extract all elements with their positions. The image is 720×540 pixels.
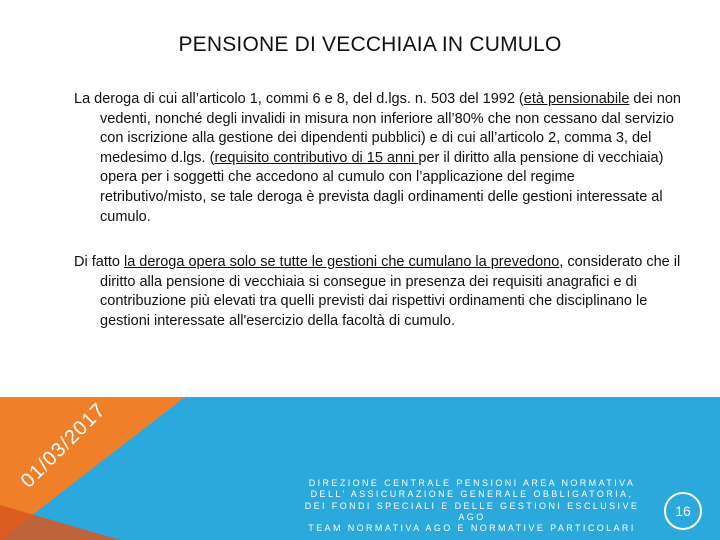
- department-text: [300, 478, 644, 534]
- footer-date: 01/03/2017: [16, 398, 111, 493]
- department-line: TEAM NORMATIVA AGO E NORMATIVE PARTICOLARI: [308, 523, 636, 534]
- department-line: DEI FONDI SPECIALI E DELLE GESTIONI ESCLUSIVE: [304, 500, 640, 511]
- department-line: DELL’ ASSICURAZIONE GENERALE OBBLIGATORIA,: [310, 489, 634, 500]
- underlined-eta-pensionabile: età pensionabile: [523, 91, 630, 107]
- paragraph-deroga: La deroga di cui all’articolo 1, commi 6 e 8, del d.lgs. n. 503 del 1992 (età pensionabile dei non vedenti, nonché degli invalidi in misura non inferiore all’80% che non cessano dal servizio con iscrizione alla gestione dei dipendenti pubblici) e di cui all’articolo 2, comma 3, del medesimo d.lgs. (requisito contributivo di 15 anni per il diritto alla pensione di vecchiaia) opera per i soggetti che accedono al cumulo con l’applicazione del regime retributivo/misto, se tale deroga è prevista dagli ordinamenti delle gestioni interessate al cumulo.: [74, 91, 681, 225]
- paragraph-di-fatto: Di fatto la deroga opera solo se tutte le gestioni che cumulano la prevedono, considerato che il diritto alla pensione di vecchiaia si consegue in presenza dei requisiti anagrafici e di contribuzione più elevati tra quelli previsti dai rispettivi ordinamenti che disciplinano le gestioni interessate all'esercizio della facoltà di cumulo.: [74, 254, 681, 329]
- page-number: 16: [664, 492, 702, 530]
- slide-title: PENSIONE DI VECCHIAIA IN CUMULO: [178, 33, 562, 56]
- department-line: DIREZIONE CENTRALE PENSIONI AREA NORMATIVA: [308, 478, 636, 488]
- dark-orange-shade: [0, 505, 120, 540]
- underlined-requisito-contributivo: requisito contributivo di 15 anni: [214, 149, 419, 166]
- department-line: AGO: [458, 511, 486, 522]
- underlined-deroga-opera: la deroga opera solo se tutte le gestioni che cumulano la prevedono: [123, 254, 560, 270]
